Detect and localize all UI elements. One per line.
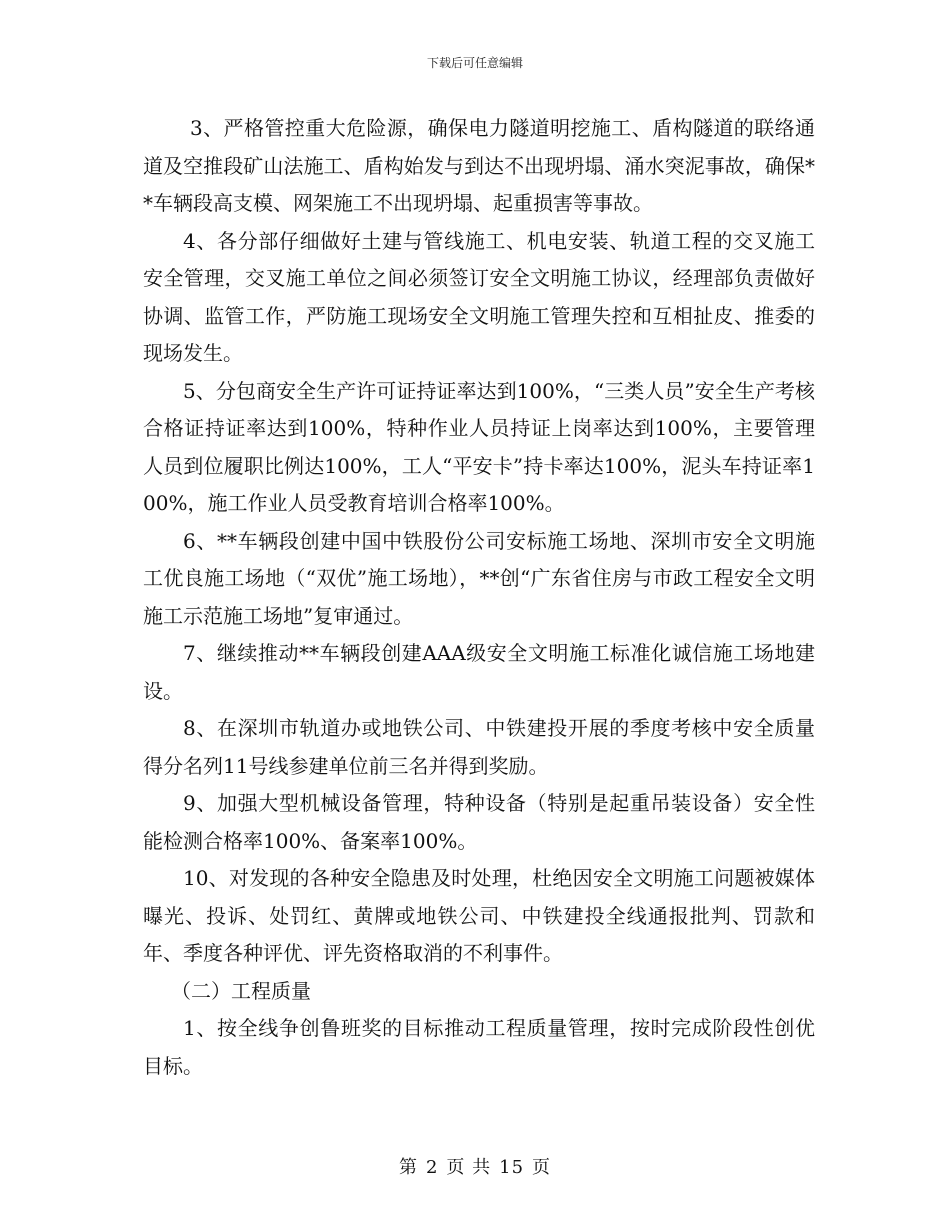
current-page-number: 2 — [425, 1157, 439, 1178]
paragraph-5: 5、分包商安全生产许可证持证率达到100%，“三类人员”安全生产考核合格证持证率达到100%，特种作业人员持证上岗率达到100%，主要管理人员到位履职比例达100%，工人“平安卡”持卡率达100%，泥头车持证率100%，施工作业人员受教育培训合格率100%。 — [143, 378, 815, 515]
section-heading-quality: （二）工程质量 — [171, 978, 311, 1003]
header-note: 下载后可任意编辑 — [426, 56, 523, 70]
total-pages-number: 15 — [499, 1157, 525, 1178]
paragraph-8: 8、在深圳市轨道办或地铁公司、中铁建投开展的季度考核中安全质量得分名列11号线参建单位前三名并得到奖励。 — [143, 716, 815, 778]
paragraph-3: 3、严格管控重大危险源，确保电力隧道明挖施工、盾构隧道的联络通道及空推段矿山法施工、盾构始发与到达不出现坍塌、涌水突泥事故，确保**车辆段高支模、网架施工不出现坍塌、起重损害等事故。 — [143, 116, 815, 215]
paragraph-10: 10、对发现的各种安全隐患及时处理，杜绝因安全文明施工问题被媒体曝光、投诉、处罚红、黄牌或地铁公司、中铁建投全线通报批判、罚款和年、季度各种评优、评先资格取消的不利事件。 — [143, 866, 815, 965]
paragraph-6: 6、**车辆段创建中国中铁股份公司安标施工场地、深圳市安全文明施工优良施工场地（“双优”施工场地），**创“广东省住房与市政工程安全文明施工示范施工场地”复审通过。 — [143, 528, 815, 628]
paragraph-4: 4、各分部仔细做好土建与管线施工、机电安装、轨道工程的交叉施工安全管理，交叉施工单位之间必须签订安全文明施工协议，经理部负责做好协调、监管工作，严防施工现场安全文明施工管理失控和互相扯皮、推委的现场发生。 — [143, 228, 815, 365]
paragraph-7: 7、继续推动**车辆段创建AAA级安全文明施工标准化诚信施工场地建设。 — [143, 641, 815, 703]
quality-paragraph-1: 1、按全线争创鲁班奖的目标推动工程质量管理，按时完成阶段性创优目标。 — [143, 1016, 815, 1078]
paragraph-9: 9、加强大型机械设备管理，特种设备（特别是起重吊装设备）安全性能检测合格率100%、备案率100%。 — [143, 791, 815, 853]
document-body — [143, 110, 815, 1085]
page-footer — [0, 1153, 950, 1179]
footer-mid: 页 共 — [446, 1157, 492, 1178]
footer-suffix: 页 — [532, 1157, 552, 1178]
footer-prefix: 第 — [398, 1157, 418, 1178]
